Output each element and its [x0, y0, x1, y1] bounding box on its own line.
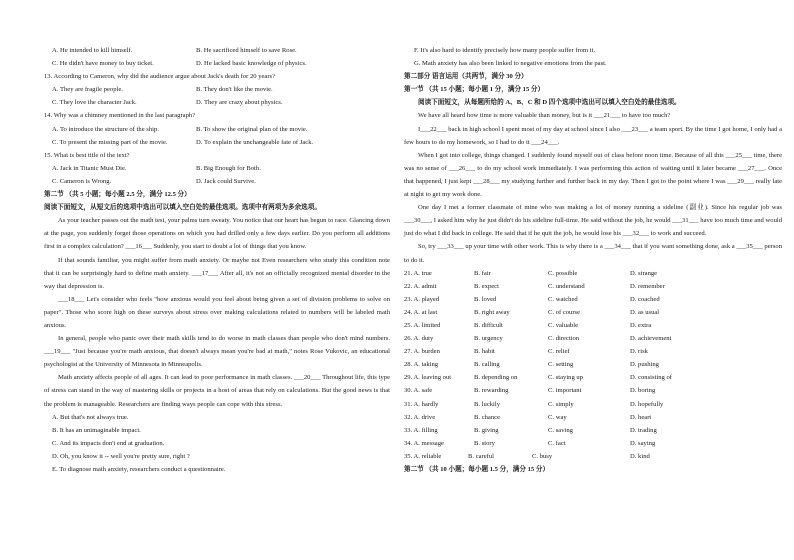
choice-c: C. And its impacts don't end at graduation.: [52, 439, 165, 447]
question-15: 15. What is best title of the text?: [44, 151, 130, 159]
option-c: C. fact: [548, 439, 566, 447]
passage-paragraph-2: If that sounds familiar, you might suffer from math anxiety. Or maybe not Even researchers who study this condition note that it can be surprisingly hard to define math anxiety. ___17___ After all, it's not an officially recognized mental disorder in the way that depression is.: [44, 256, 390, 290]
option-d: D. extra: [630, 321, 652, 329]
option-c: C. He didn't have money to buy ticket.: [52, 60, 154, 68]
q12-options-row-2: [44, 57, 390, 70]
q15-options-row-1: [44, 162, 390, 175]
option-a: 29. A. leaving out: [404, 374, 452, 382]
q13-options-row-1: [44, 83, 390, 96]
option-b: B. calling: [474, 361, 500, 369]
cloze-option-row: [404, 384, 782, 397]
option-b: B. expect: [474, 282, 499, 290]
option-c: C. simply: [548, 400, 574, 408]
option-d: D. kind: [630, 452, 650, 460]
option-c: C. saving: [548, 426, 573, 434]
option-c: C. watched: [548, 295, 578, 303]
option-a: 31. A. hardly: [404, 400, 439, 408]
passage-paragraph-4: In general, people who panic over their math skills tend to do worse in math classes than people who don't mind numbers. ___19___ "Just because you're math anxious, that doesn't always mean you're bad at math," notes Rose Vukovic, an educational psychologist at the University of Minnesota in Minneapolis.: [44, 335, 390, 369]
choice-a: A. But that's not always true.: [52, 413, 129, 421]
option-c: C. direction: [548, 335, 580, 343]
q14-options-row-1: [44, 123, 390, 136]
option-a: 25. A. limited: [404, 321, 441, 329]
option-b: B. They don't like the movie.: [196, 86, 273, 94]
cloze-option-row: [404, 371, 782, 384]
cloze-option-row: [404, 319, 782, 332]
option-b: B. luckily: [474, 400, 501, 408]
option-d: D. pushing: [630, 361, 659, 369]
option-c: C. valuable: [548, 321, 579, 329]
section-2-instructions: 阅读下面短文，从短文后的选项中选出可以填入空白处的最佳选项。选项中有两项为多余选项。: [44, 204, 321, 212]
question-13: 13. According to Cameron, why did the audience argue about Jack's death for 20 years?: [44, 73, 276, 81]
option-a: 23. A. played: [404, 295, 440, 303]
cloze-option-row: [404, 398, 782, 411]
choice-d: D. Oh, you know it -- well you're pretty sure, right ?: [52, 452, 190, 460]
option-a: 22. A. admit: [404, 282, 437, 290]
option-c: C. setting: [548, 361, 574, 369]
option-a: 30. A. safe: [404, 387, 433, 395]
option-b: B. depending on: [474, 374, 518, 382]
option-d: D. as usual: [630, 308, 660, 316]
q15-options-row-2: [44, 175, 390, 188]
option-c: C. To present the missing part of the movie.: [52, 138, 168, 146]
option-b: B. right away: [474, 308, 510, 316]
cloze-paragraph-5: So, try ___33___ up your time with other work. This is why there is a ___34___ that if you want something done, ask a ___35___ person to do it.: [404, 243, 782, 264]
option-b: B. He sacrificed himself to save Rose.: [196, 47, 297, 54]
cloze-option-row: [404, 332, 782, 345]
choice-b: B. It has an unimaginable impact.: [52, 426, 141, 434]
option-c: C. Cameron is Wrong.: [52, 177, 112, 185]
left-column: [44, 44, 390, 476]
q13-options-row-2: [44, 96, 390, 109]
section-1-instructions: 阅读下面短文，从每题所给的 A、B、C 和 D 四个选项中选出可以填入空白处的最佳选项。: [418, 99, 681, 107]
passage-paragraph-5: Math anxiety affects people of all ages. It can lead to poor performance in math classes. ___20___ Throughout life, this type of stress can stand in the way of mastering skills or projects in a host of areas that rely on calculations. But the good news is that the problem is manageable. Researchers are finding ways people can cope with this stress.: [44, 374, 390, 408]
option-b: B. story: [474, 439, 495, 447]
cloze-option-row: [404, 280, 782, 293]
option-b: B. giving: [474, 426, 499, 434]
option-a: 21. A. true: [404, 269, 432, 277]
option-d: D. boring: [630, 387, 656, 395]
passage-paragraph-1: As your teacher passes out the math test, your palms turn sweaty. You notice that our heart has begun to race. Glancing down at the page, you suddenly forget those operations on which you had drilled only a few days earlier. Do you perform all additions first in a complex calculation? ___16___ Suddenly, you start to doubt a lot of things that you know.: [44, 217, 390, 251]
q12-options-row-1: [44, 44, 390, 57]
option-b: B. difficult: [474, 321, 503, 329]
option-a: 33. A. filling: [404, 426, 438, 434]
question-14: 14. Why was a chimney mentioned in the last paragraph?: [44, 112, 196, 120]
option-d: D. strange: [630, 269, 658, 277]
option-b: B. rewarding: [474, 387, 509, 395]
option-a: 34. A. message: [404, 439, 444, 447]
option-a: 28. A. taking: [404, 361, 439, 369]
q14-options-row-2: [44, 136, 390, 149]
section-2-title: 第二节 （共 10 小题；每小题 1.5 分，满分 15 分）: [404, 466, 550, 473]
option-c: C. possible: [548, 269, 578, 277]
section-2-title: 第二节 （共 5 小题；每小题 2.5 分，满分 12.5 分）: [44, 191, 191, 199]
option-d: D. hopefully: [630, 400, 664, 408]
option-b: B. careful: [468, 452, 494, 460]
option-a: 24. A. at last: [404, 308, 438, 316]
option-d: D. They are crazy about physics.: [196, 99, 283, 107]
option-b: B. habit: [474, 348, 495, 356]
option-a: 32. A. drive: [404, 413, 436, 421]
option-d: D. remember: [630, 282, 665, 290]
option-d: D. saying: [630, 439, 656, 447]
section-1-title: 第一节 （共 15 小题；每小题 1 分，满分 15 分）: [404, 86, 545, 94]
option-d: D. Jack could Survive.: [196, 177, 256, 185]
cloze-option-row: [404, 424, 782, 437]
option-d: D. achievement: [630, 335, 672, 343]
option-a: A. They are fragile people.: [52, 86, 123, 94]
choice-g: G. Math anxiety has also been linked to negative emotions from the past.: [414, 60, 607, 68]
option-d: D. coached: [630, 295, 660, 303]
option-c: C. understand: [548, 282, 585, 290]
option-a: A. Jack in Titanic Must Die.: [52, 164, 127, 172]
option-b: B. Big Enough for Both.: [196, 164, 261, 172]
cloze-paragraph-4: One day I met a former classmate of mine who was making a lot of money running a sideline (副业). Since his regular job was ___30___, I asked him why he just didn't do his sideline full-time. He said without the job, he would ___31___ have too much time and would just do what I did back in college. He said that if he quit the job, he would lose his ___32___ to work and succeed.: [404, 204, 782, 238]
option-d: D. To explain the unchangeable fate of Jack.: [196, 138, 314, 146]
cloze-option-row: [404, 267, 782, 280]
option-b: B. loved: [474, 295, 497, 303]
cloze-option-row: [404, 306, 782, 319]
cloze-paragraph-1: We have all heard how time is more valuable than money, but is it ___21___ to have too much?: [418, 112, 671, 120]
option-c: C. They love the character Jack.: [52, 99, 137, 107]
cloze-option-row: [404, 358, 782, 371]
option-a: 35. A. reliable: [404, 452, 442, 460]
cloze-option-row: [404, 437, 782, 450]
cloze-paragraph-2: I___22___ back in high school I spent most of my day at school since I also ___23___ a team sport. By the time I got home, I only had a few hours to do my homework, so I had to do it ___24___.: [404, 125, 782, 146]
option-a: A. To introduce the structure of the ship.: [52, 125, 159, 133]
option-d: D. trading: [630, 426, 657, 434]
cloze-option-row: [404, 293, 782, 306]
option-b: B. fair: [474, 269, 491, 277]
right-column: [404, 44, 782, 476]
option-b: B. urgency: [474, 335, 503, 343]
option-d: D. risk: [630, 348, 648, 356]
option-c: C. relief: [548, 348, 570, 356]
option-c: C. way: [548, 413, 567, 421]
choice-f: F. It's also hard to identify precisely how many people suffer from it.: [414, 47, 596, 54]
passage-paragraph-3: ___18___ Let's consider who feels "how anxious would you feel about being given a set of division problems to solve on paper". Those who score high on these surveys about stress over making calculations related to numbers will be labeled math anxious.: [44, 295, 390, 329]
option-d: D. consisting of: [630, 374, 672, 382]
option-d: D. He lacked basic knowledge of physics.: [196, 60, 307, 68]
cloze-paragraph-3: When I got into college, things changed. I suddenly found myself out of class before noon time. Because of all this ___25___ time, there was no sense of ___26___ to do my school work immediately. I was performing this action of waiting until it later became ___27___. Once that happened, I just kept ___28___ my studying further and further back in my day. Then I got to the point where I was ___29___ really late at night to get my work done.: [404, 151, 782, 199]
option-c: C. of course: [548, 308, 581, 316]
part-2-title: 第二部分 语言运用（共两节，满分 30 分）: [404, 73, 528, 81]
cloze-option-row-35: [404, 450, 782, 463]
option-a: 26. A. duty: [404, 335, 434, 343]
option-a: 27. A. burden: [404, 348, 440, 356]
option-d: D. heart: [630, 413, 652, 421]
option-a: A. He intended to kill himself.: [52, 47, 133, 54]
choice-e: E. To diagnose math anxiety, researchers conduct a questionnaire.: [52, 466, 226, 473]
option-c: C. staying up: [548, 374, 583, 382]
option-b: B. To show the original plan of the movie.: [196, 125, 308, 133]
option-b: B. chance: [474, 413, 500, 421]
option-c: C. important: [548, 387, 582, 395]
cloze-option-row: [404, 345, 782, 358]
option-c: C. busy: [532, 452, 553, 460]
cloze-option-row: [404, 411, 782, 424]
